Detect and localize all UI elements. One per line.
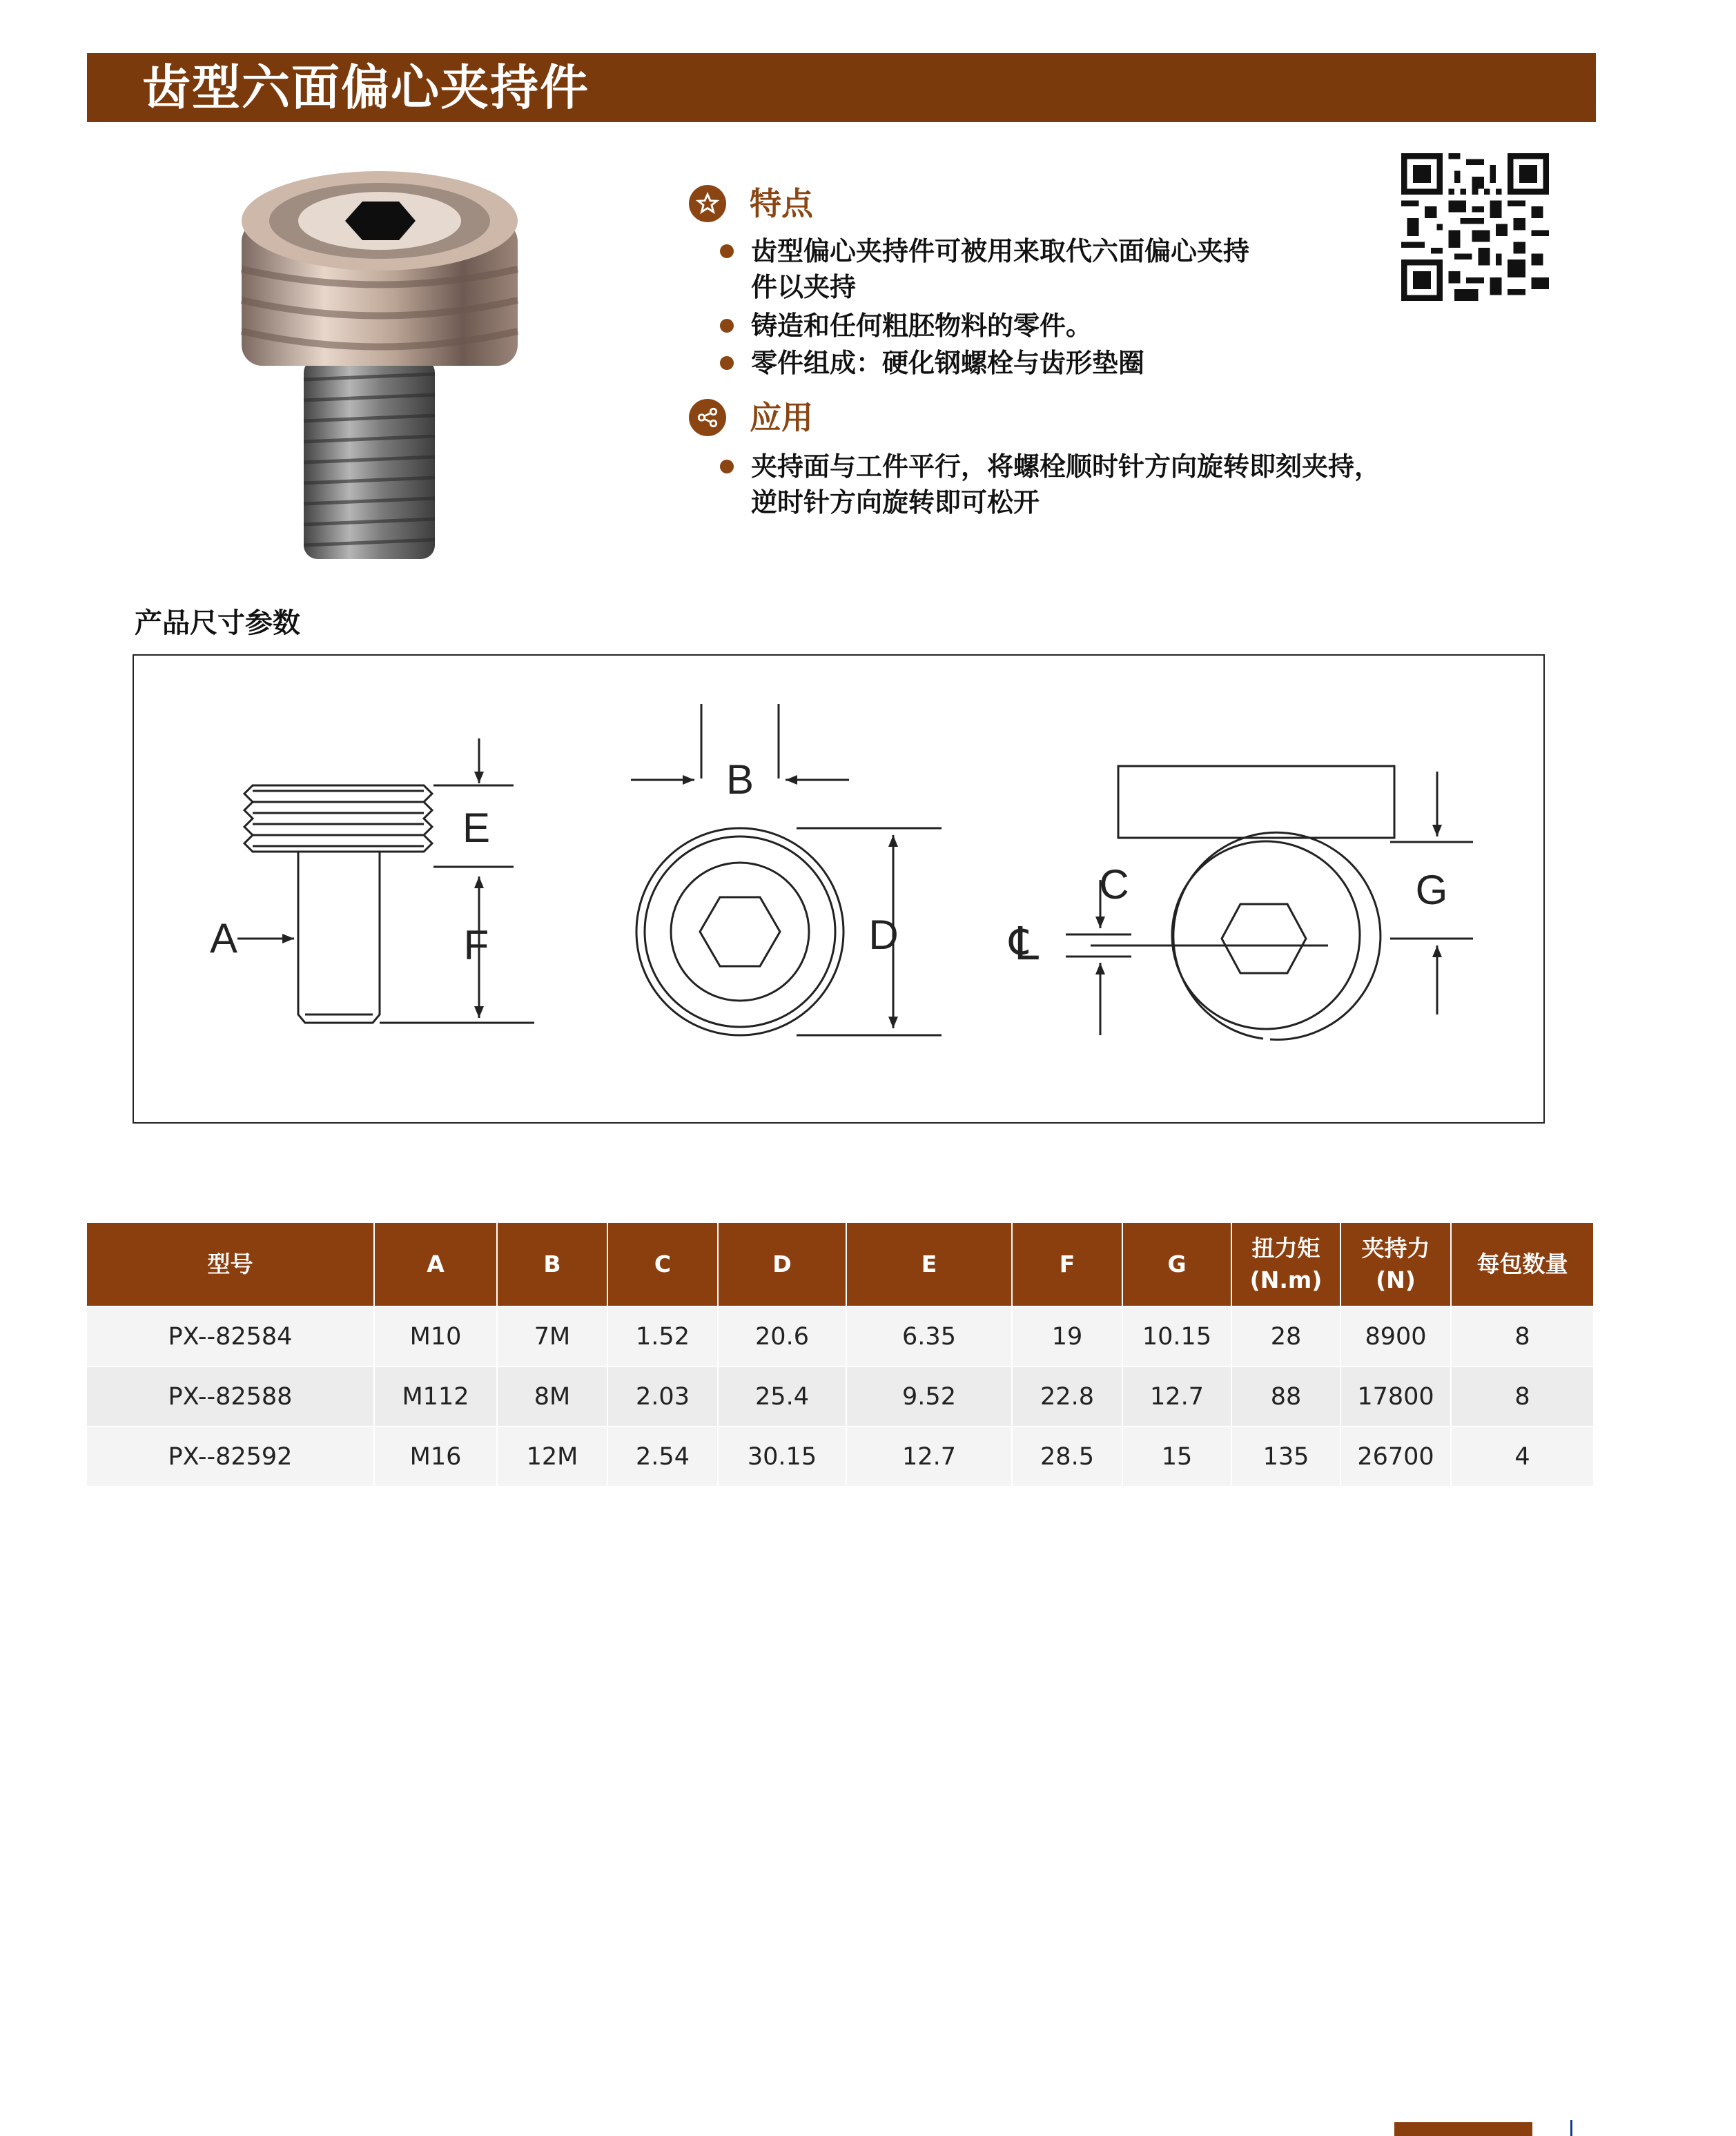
label-a: A (209, 915, 238, 961)
cell-model: PX--82588 (87, 1366, 374, 1427)
label-f: F (463, 922, 489, 968)
cell-f: 19 (1012, 1306, 1122, 1366)
cell-model: PX--82592 (87, 1427, 374, 1486)
cell-b: 8M (497, 1366, 607, 1427)
page-title: 齿型六面偏心夹持件 (142, 59, 589, 116)
cell-b: 7M (497, 1306, 607, 1366)
label-b: B (725, 756, 754, 803)
cell-force: 8900 (1340, 1306, 1451, 1366)
col-header-c: C (607, 1223, 718, 1306)
cell-model: PX--82584 (87, 1306, 374, 1366)
share-nodes-icon (689, 399, 726, 436)
cell-force: 17800 (1340, 1366, 1451, 1427)
label-g: G (1415, 867, 1448, 913)
list-item: 铸造和任何粗胚物料的零件。 (751, 308, 1092, 344)
col-header-b: B (497, 1223, 607, 1306)
features-heading (689, 185, 813, 222)
cell-b: 12M (497, 1427, 607, 1486)
front-view (631, 704, 942, 1035)
col-header-torque: 扭力矩 (N.m) (1231, 1223, 1340, 1306)
spec-table (87, 1223, 1593, 1486)
cell-qty: 8 (1451, 1306, 1593, 1366)
title-banner (87, 53, 1596, 122)
col-header-qty: 每包数量 (1451, 1223, 1593, 1306)
dimensions-title: 产品尺寸参数 (135, 607, 300, 639)
cell-e: 9.52 (846, 1366, 1012, 1427)
cell-c: 1.52 (607, 1306, 718, 1366)
table-row (87, 1306, 1593, 1366)
cell-torque: 135 (1231, 1427, 1340, 1486)
cell-a: M16 (374, 1427, 497, 1486)
cell-c: 2.54 (607, 1427, 718, 1486)
label-d: D (868, 912, 899, 958)
list-item: 夹持面与工件平行，将螺栓顺时针方向旋转即刻夹持， 逆时针方向旋转即可松开 (751, 449, 1381, 520)
cell-e: 12.7 (846, 1427, 1012, 1486)
col-header-e: E (846, 1223, 1012, 1306)
label-centerline: ℄ (1009, 918, 1040, 969)
qr-code (1401, 153, 1549, 301)
cell-d: 25.4 (718, 1366, 846, 1427)
features-title: 特点 (750, 185, 813, 222)
cell-f: 22.8 (1012, 1366, 1122, 1427)
application-title: 应用 (750, 399, 813, 436)
cell-g: 15 (1122, 1427, 1231, 1486)
table-header-row (87, 1223, 1593, 1306)
cell-e: 6.35 (846, 1306, 1012, 1366)
footer-divider (1570, 2120, 1572, 2136)
side-view (237, 738, 534, 1023)
cell-a: M10 (374, 1306, 497, 1366)
product-image (207, 152, 552, 580)
col-header-model: 型号 (87, 1223, 374, 1306)
cell-f: 28.5 (1012, 1427, 1122, 1486)
list-item: 齿型偏心夹持件可被用来取代六面偏心夹持 件以夹持 (751, 233, 1249, 305)
cell-g: 12.7 (1122, 1366, 1231, 1427)
cell-d: 20.6 (718, 1306, 846, 1366)
cell-force: 26700 (1340, 1427, 1451, 1486)
col-header-a: A (374, 1223, 497, 1306)
col-header-d: D (718, 1223, 846, 1306)
label-e: E (462, 805, 491, 851)
table-row (87, 1427, 1593, 1486)
cell-qty: 8 (1451, 1366, 1593, 1427)
cell-a: M112 (374, 1366, 497, 1427)
list-item: 零件组成：硬化钢螺栓与齿形垫圈 (751, 345, 1144, 381)
cell-d: 30.15 (718, 1427, 846, 1486)
cell-g: 10.15 (1122, 1306, 1231, 1366)
cell-torque: 88 (1231, 1366, 1340, 1427)
col-header-force: 夹持力 (N) (1340, 1223, 1451, 1306)
footer-brand-mark (1394, 2122, 1532, 2136)
application-heading (689, 399, 813, 436)
cell-torque: 28 (1231, 1306, 1340, 1366)
star-icon (689, 185, 726, 222)
table-row (87, 1366, 1593, 1427)
col-header-g: G (1122, 1223, 1231, 1306)
label-c: C (1099, 861, 1129, 908)
cell-qty: 4 (1451, 1427, 1593, 1486)
col-header-f: F (1012, 1223, 1122, 1306)
cell-c: 2.03 (607, 1366, 718, 1427)
dimension-diagram (133, 654, 1545, 1124)
